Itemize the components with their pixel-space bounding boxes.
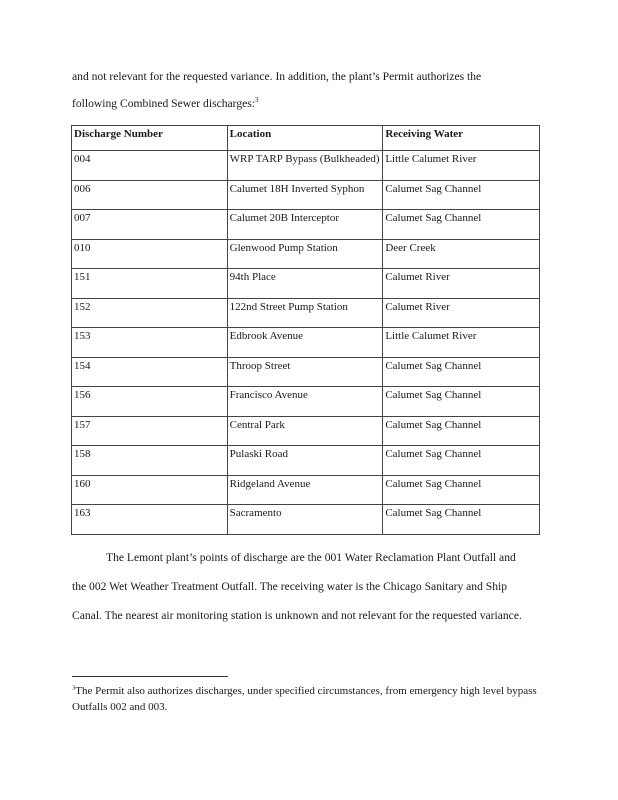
table-row <box>72 180 540 210</box>
cell-receiving-water: Calumet Sag Channel <box>383 180 540 210</box>
cell-discharge-number: 163 <box>72 505 228 535</box>
table-row <box>72 416 540 446</box>
cell-receiving-water: Little Calumet River <box>383 151 540 181</box>
cell-location: Glenwood Pump Station <box>227 239 383 269</box>
cell-receiving-water: Calumet Sag Channel <box>383 475 540 505</box>
footnote-text: The Permit also authorizes discharges, under specified circumstances, from emergency high level bypass Outfalls 002 and 003. <box>72 685 537 713</box>
cell-receiving-water: Little Calumet River <box>383 328 540 358</box>
cell-location: Edbrook Avenue <box>227 328 383 358</box>
cell-receiving-water: Calumet Sag Channel <box>383 446 540 476</box>
cell-discharge-number: 151 <box>72 269 228 299</box>
header-discharge-number: Discharge Number <box>72 126 228 151</box>
table-row <box>72 328 540 358</box>
cell-receiving-water: Calumet River <box>383 269 540 299</box>
table-row <box>72 210 540 240</box>
table-header-row <box>72 126 540 151</box>
paragraph-line-2: the 002 Wet Weather Treatment Outfall. The receiving water is the Chicago Sanitary and Ship <box>72 580 508 593</box>
table-row <box>72 298 540 328</box>
cell-location: Francisco Avenue <box>227 387 383 417</box>
cell-discharge-number: 158 <box>72 446 228 476</box>
cell-discharge-number: 154 <box>72 357 228 387</box>
cell-location: Calumet 20B Interceptor <box>227 210 383 240</box>
cell-discharge-number: 157 <box>72 416 228 446</box>
table-row <box>72 357 540 387</box>
cell-location: Pulaski Road <box>227 446 383 476</box>
cell-receiving-water: Calumet Sag Channel <box>383 387 540 417</box>
footnote-reference[interactable]: 3 <box>255 96 259 105</box>
cell-discharge-number: 010 <box>72 239 228 269</box>
cell-location: 122nd Street Pump Station <box>227 298 383 328</box>
cell-receiving-water: Calumet River <box>383 298 540 328</box>
cell-location: Sacramento <box>227 505 383 535</box>
cell-receiving-water: Calumet Sag Channel <box>383 505 540 535</box>
intro-line-1: and not relevant for the requested variance. In addition, the plant’s Permit authorizes the <box>72 70 482 83</box>
cell-location: Central Park <box>227 416 383 446</box>
cell-receiving-water: Calumet Sag Channel <box>383 210 540 240</box>
table-row <box>72 387 540 417</box>
cell-discharge-number: 152 <box>72 298 228 328</box>
footnote-divider <box>72 676 228 677</box>
discharge-table <box>71 125 540 535</box>
table-row <box>72 505 540 535</box>
cell-discharge-number: 156 <box>72 387 228 417</box>
cell-location: Calumet 18H Inverted Syphon <box>227 180 383 210</box>
cell-discharge-number: 007 <box>72 210 228 240</box>
cell-location: Ridgeland Avenue <box>227 475 383 505</box>
intro-line-2 <box>72 97 259 110</box>
table-row <box>72 239 540 269</box>
cell-receiving-water: Calumet Sag Channel <box>383 357 540 387</box>
cell-receiving-water: Deer Creek <box>383 239 540 269</box>
cell-discharge-number: 006 <box>72 180 228 210</box>
cell-discharge-number: 004 <box>72 151 228 181</box>
footnote-mark: 3 <box>72 684 76 692</box>
table-row <box>72 475 540 505</box>
footnote <box>72 683 542 715</box>
cell-location: Throop Street <box>227 357 383 387</box>
intro-text: following Combined Sewer discharges: <box>72 97 256 110</box>
paragraph-line-3: Canal. The nearest air monitoring station is unknown and not relevant for the requested variance. <box>72 609 522 622</box>
header-receiving-water: Receiving Water <box>383 126 540 151</box>
table-row <box>72 446 540 476</box>
paragraph-line-1: The Lemont plant’s points of discharge are the 001 Water Reclamation Plant Outfall and <box>106 551 516 564</box>
cell-discharge-number: 160 <box>72 475 228 505</box>
table-row <box>72 151 540 181</box>
cell-location: 94th Place <box>227 269 383 299</box>
cell-location: WRP TARP Bypass (Bulkheaded) <box>227 151 383 181</box>
table-row <box>72 269 540 299</box>
cell-receiving-water: Calumet Sag Channel <box>383 416 540 446</box>
cell-discharge-number: 153 <box>72 328 228 358</box>
header-location: Location <box>227 126 383 151</box>
